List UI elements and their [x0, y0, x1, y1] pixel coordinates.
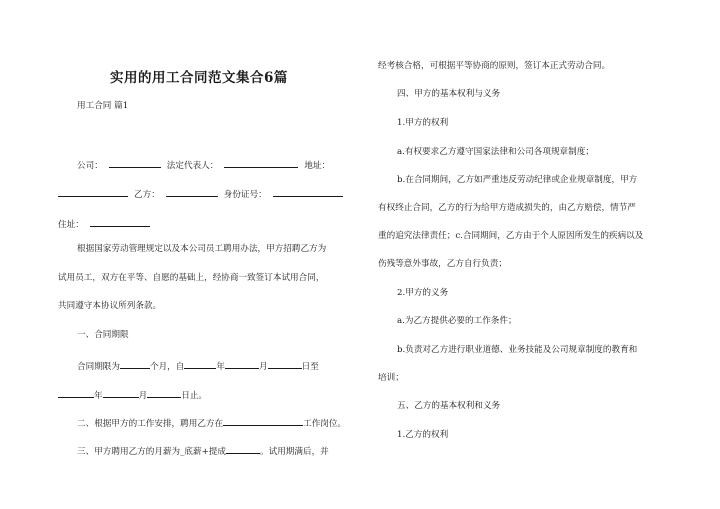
party-a-rights-b-2: 有权终止合同，乙方的行为给甲方造成损失的，由乙方赔偿，情节严	[378, 203, 636, 213]
start-year-label: 年	[216, 362, 225, 372]
rep-blank[interactable]	[224, 158, 298, 168]
end-year-label: 年	[94, 391, 103, 401]
months-blank[interactable]	[120, 359, 150, 369]
intro-line-1: 根据国家劳动管理规定以及本公司员工聘用办法，甲方招聘乙方为	[77, 244, 327, 254]
residence-line	[58, 217, 150, 231]
intro-line-3: 共同遵守本协议所列条款。	[58, 301, 162, 311]
contract-subtitle: 用工合同 篇1	[77, 101, 129, 111]
start-year-blank[interactable]	[184, 359, 216, 369]
id-label: 身份证号：	[223, 190, 267, 200]
end-month-label: 月	[138, 391, 148, 401]
residence-label: 住址：	[58, 220, 84, 230]
address-label: 地址：	[304, 161, 331, 171]
party-b-label: 乙方：	[134, 190, 160, 200]
party-b-blank[interactable]	[166, 187, 218, 197]
end-day-blank[interactable]	[147, 388, 181, 398]
party-a-duties-b-2: 培训；	[378, 373, 404, 383]
term-prefix: 合同期限为	[77, 362, 120, 372]
party-a-rights-a: a.有权要求乙方遵守国家法律和公司各项规章制度；	[397, 147, 594, 157]
rep-label: 法定代表人：	[166, 161, 219, 171]
party-a-rights-b-4: 伤残等意外事故，乙方自行负责；	[378, 259, 507, 269]
item-2-text: 二、根据甲方的工作安排，聘用乙方在	[77, 419, 224, 429]
party-a-duties-b-1: b.负责对乙方进行职业道德、业务技能及公司规章制度的教育和	[397, 345, 638, 355]
item-3-text: 三、甲方聘用乙方的月薪为_底薪+提成	[77, 447, 226, 457]
item-2-suffix: 工作岗位。	[303, 419, 347, 429]
end-label: 日止。	[181, 391, 208, 401]
party-a-rights-b-3: 重的追究法律责任；c.合同期间，乙方由于个人原因所发生的疾病以及	[378, 231, 644, 241]
term-line-2	[58, 388, 207, 402]
company-blank[interactable]	[109, 158, 161, 168]
residence-blank[interactable]	[90, 217, 150, 227]
start-month-blank[interactable]	[225, 359, 259, 369]
end-year-blank[interactable]	[58, 388, 94, 398]
address-blank[interactable]	[58, 187, 128, 197]
start-month-label: 月	[258, 362, 268, 372]
intro-line-2: 试用员工，双方在平等、自愿的基础上，经协商一致签订本试用合同，	[58, 273, 325, 283]
months-label: 个月，自	[149, 362, 185, 372]
document-title: 实用的用工合同范文集合6篇	[110, 70, 288, 86]
party-a-duties-a: a.为乙方提供必要的工作条件；	[397, 316, 517, 326]
party-b-rights-heading: 1.乙方的权利	[397, 430, 449, 440]
right-cont-line: 经考核合格，可根据平等协商的原则，签订本正式劳动合同。	[378, 61, 611, 71]
company-label: 公司：	[77, 161, 103, 171]
day-to-label: 日至	[301, 362, 319, 372]
section-4-heading: 四、甲方的基本权利与义务	[397, 89, 501, 99]
id-blank[interactable]	[273, 187, 343, 197]
party-b-line	[58, 187, 343, 201]
salary-blank[interactable]	[226, 444, 260, 454]
section-5-heading: 五、乙方的基本权利和义务	[397, 401, 501, 411]
post-blank[interactable]	[223, 416, 303, 426]
start-day-blank[interactable]	[268, 359, 302, 369]
term-line-1	[77, 359, 319, 373]
party-a-duties-heading: 2.甲方的义务	[397, 288, 449, 298]
party-a-rights-heading: 1.甲方的权利	[397, 118, 449, 128]
item-2-line	[77, 416, 346, 430]
item-3-suffix: 。试用期满后，并	[260, 447, 329, 457]
item-3-line	[77, 444, 329, 458]
party-a-line	[77, 158, 330, 172]
party-a-rights-b-1: b.在合同期间，乙方如严重违反劳动纪律或企业规章制度，甲方	[397, 175, 638, 185]
section-1-heading: 一、合同期限	[77, 330, 129, 340]
end-month-blank[interactable]	[103, 388, 139, 398]
